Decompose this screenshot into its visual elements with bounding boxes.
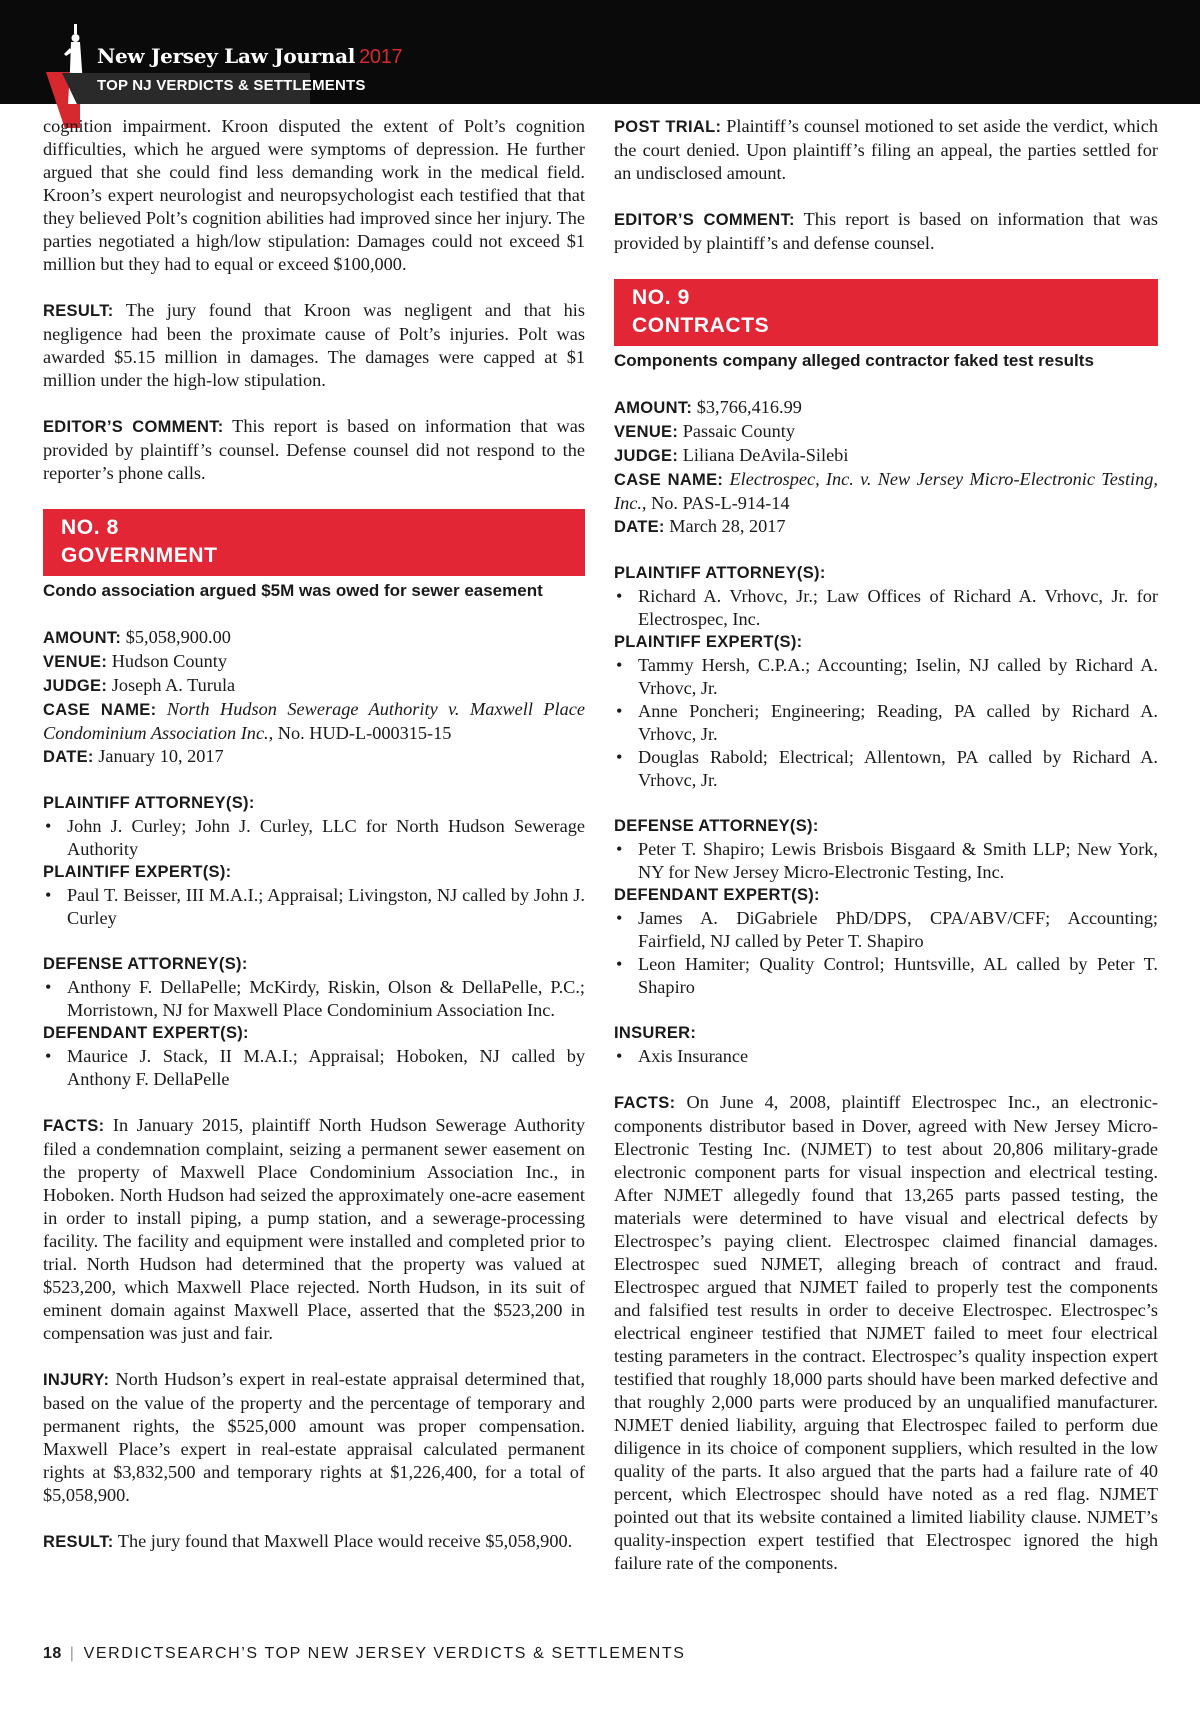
section-header-no9 <box>614 279 1158 346</box>
editor-comment-paragraph <box>43 415 585 485</box>
defense-attorney-list <box>614 838 1158 884</box>
judge-value: Joseph A. Turula <box>111 675 236 695</box>
defense-attorney-list <box>43 976 585 1022</box>
plaintiff-expert-list <box>614 654 1158 792</box>
plaintiff-attorney-label: PLAINTIFF ATTORNEY(S): <box>43 794 255 812</box>
venue-label: VENUE: <box>43 653 108 671</box>
masthead-year: 2017 <box>359 46 403 68</box>
venue-value: Hudson County <box>111 651 228 671</box>
judge-line <box>614 444 1158 468</box>
date-value: January 10, 2017 <box>98 746 224 766</box>
case-name-line <box>43 698 585 745</box>
list-item: • Paul T. Beisser, III M.A.I.; Appraisal; Livingston, NJ called by John J. Curley <box>43 884 585 930</box>
result-paragraph <box>43 1530 585 1554</box>
list-item: • Peter T. Shapiro; Lewis Brisbois Bisgaard & Smith LLP; New York, NY for New Jersey Micro-Electronic Testing, Inc. <box>614 838 1158 884</box>
defendant-expert-label: DEFENDANT EXPERT(S): <box>43 1024 249 1042</box>
section-subhead: Condo association argued $5M was owed for sewer easement <box>43 581 543 600</box>
section-category: CONTRACTS <box>632 314 770 337</box>
date-value: March 28, 2017 <box>669 516 786 536</box>
footer-title: VERDICTSEARCH’S TOP NEW JERSEY VERDICTS & SETTLEMENTS <box>83 1645 686 1662</box>
list-item: • James A. DiGabriele PhD/DPS, CPA/ABV/CFF; Accounting; Fairfield, NJ called by Peter T. Shapiro <box>614 907 1158 953</box>
editor-comment-label: EDITOR’S COMMENT: <box>43 418 224 436</box>
venue-label: VENUE: <box>614 423 679 441</box>
result-label: RESULT: <box>43 302 114 320</box>
facts-paragraph <box>43 1114 585 1345</box>
defendant-expert-list <box>614 907 1158 999</box>
insurer-label: INSURER: <box>614 1024 697 1042</box>
list-item: • Tammy Hersh, C.P.A.; Accounting; Iselin, NJ called by Richard A. Vrhovc, Jr. <box>614 654 1158 700</box>
list-item: • Axis Insurance <box>614 1045 1158 1068</box>
header-subtitle: TOP NJ VERDICTS & SETTLEMENTS <box>97 77 366 94</box>
page-number: 18 <box>43 1645 62 1662</box>
page-footer <box>43 1645 686 1663</box>
post-trial-paragraph <box>614 115 1158 185</box>
date-line <box>43 745 585 769</box>
plaintiff-expert-label: PLAINTIFF EXPERT(S): <box>43 863 232 881</box>
case-name-title: North Hudson Sewerage Authority v. Maxwell Place Condominium Association Inc. <box>43 699 585 743</box>
judge-label: JUDGE: <box>614 447 679 465</box>
post-trial-text: Plaintiff’s counsel motioned to set aside the verdict, which the court denied. Upon plaintiff’s filing an appeal, the parties settled for an undisclosed amount. <box>614 116 1158 183</box>
injury-label: INJURY: <box>43 1371 110 1389</box>
facts-label: FACTS: <box>43 1117 105 1135</box>
case-name-title: Electrospec, Inc. v. New Jersey Micro-Electronic Testing, Inc. <box>614 469 1158 513</box>
list-item: • John J. Curley; John J. Curley, LLC for North Hudson Sewerage Authority <box>43 815 585 861</box>
judge-label: JUDGE: <box>43 677 108 695</box>
section-number: NO. 9 <box>632 286 690 309</box>
plaintiff-expert-list <box>43 884 585 930</box>
result-text: The jury found that Maxwell Place would receive $5,058,900. <box>117 1531 573 1551</box>
post-trial-label: POST TRIAL: <box>614 118 722 136</box>
left-column <box>43 115 585 1554</box>
list-item: • Maurice J. Stack, II M.A.I.; Appraisal; Hoboken, NJ called by Anthony F. DellaPelle <box>43 1045 585 1091</box>
amount-line <box>43 626 585 650</box>
judge-value: Liliana DeAvila-Silebi <box>682 445 849 465</box>
right-column <box>614 115 1158 1575</box>
facts-text: In January 2015, plaintiff North Hudson Sewerage Authority filed a condemnation complaint, seizing a permanent sewer easement on the property of Maxwell Place Condominium Association Inc., in Hoboken. North Hudson had seized the approximately one-acre easement in order to install piping, a pump station, and a sewerage-processing facility. The facility and equipment were installed and completed prior to trial. North Hudson had determined that the property was valued at $523,200, which Maxwell Place rejected. North Hudson, in its suit of eminent domain against Maxwell Place, asserted that the $523,200 in compensation was just and fair. <box>43 1115 585 1343</box>
masthead <box>97 44 402 69</box>
section-category: GOVERNMENT <box>61 544 218 567</box>
list-item: • Anne Poncheri; Engineering; Reading, PA called by Richard A. Vrhovc, Jr. <box>614 700 1158 746</box>
list-item: • Douglas Rabold; Electrical; Allentown, PA called by Richard A. Vrhovc, Jr. <box>614 746 1158 792</box>
plaintiff-attorney-label: PLAINTIFF ATTORNEY(S): <box>614 564 826 582</box>
amount-line <box>614 396 1158 420</box>
date-label: DATE: <box>614 518 665 536</box>
amount-label: AMOUNT: <box>614 399 693 417</box>
intro-paragraph: cognition impairment. Kroon disputed the extent of Polt’s cognition difficulties, which he argued were symptoms of depression. He further argued that she could find less demanding work in the medical field. Kroon’s expert neurologist and neuropsychologist each testified that that they believed Polt’s cognition abilities had improved since her injury. The parties negotiated a high/low stipulation: Damages could not exceed $1 million but they had to equal or exceed $100,000. <box>43 116 585 274</box>
venue-line <box>43 650 585 674</box>
section-header-no8 <box>43 509 585 576</box>
editor-comment-text: This report is based on information that was provided by plaintiff’s counsel. Defense counsel did not respond to the reporter’s phone calls. <box>43 416 585 483</box>
plaintiff-attorney-list <box>614 585 1158 631</box>
defense-attorney-label: DEFENSE ATTORNEY(S): <box>614 817 819 835</box>
editor-comment-label: EDITOR’S COMMENT: <box>614 211 795 229</box>
page-header <box>0 0 1200 104</box>
case-name-label: CASE NAME: <box>43 701 157 719</box>
facts-text: On June 4, 2008, plaintiff Electrospec Inc., an electronic-components distributor based in Dover, agreed with New Jersey Micro-Electronic Testing Inc. (NJMET) to test about 20,806 military-grade electronic component parts for visual inspection and electrical testing. After NJMET allegedly found that 13,265 parts passed testing, the materials were determined to have visual and electrical defects by Electrospec’s paying client. Electrospec claimed financial damages. Electrospec sued NJMET, alleging breach of contract and fraud. Electrospec argued that NJMET failed to properly test the components and falsified test results in order to deceive Electrospec. Electrospec’s electrical engineer testified that NJMET failed to meet four electrical testing parameters in the contract. Electrospec’s quality inspection expert testified that roughly 18,000 parts should have been marked defective and that roughly 2,000 parts were produced by an unqualified manufacturer. NJMET denied liability, arguing that Electrospec failed to perform due diligence in its choice of component suppliers, which resulted in the low quality of the parts. It also argued that the parts had a failure rate of 40 percent, which Electrospec should have noted as a red flag. NJMET pointed out that its website contained a limited liability clause. NJMET’s quality-inspection expert testified that Electrospec ignored the high failure rate of the components. <box>614 1092 1158 1573</box>
list-item: • Richard A. Vrhovc, Jr.; Law Offices of Richard A. Vrhovc, Jr. for Electrospec, Inc. <box>614 585 1158 631</box>
injury-paragraph <box>43 1368 585 1507</box>
venue-value: Passaic County <box>682 421 795 441</box>
date-line <box>614 515 1158 539</box>
insurer-list <box>614 1045 1158 1068</box>
plaintiff-expert-label: PLAINTIFF EXPERT(S): <box>614 633 803 651</box>
amount-label: AMOUNT: <box>43 629 122 647</box>
footer-separator: | <box>69 1645 76 1662</box>
facts-label: FACTS: <box>614 1094 676 1112</box>
editor-comment-text: This report is based on information that was provided by plaintiff’s and defense counsel. <box>614 209 1158 253</box>
defendant-expert-label: DEFENDANT EXPERT(S): <box>614 886 820 904</box>
editor-comment-paragraph <box>614 208 1158 255</box>
amount-value: $3,766,416.99 <box>696 397 802 417</box>
list-item: • Anthony F. DellaPelle; McKirdy, Riskin, Olson & DellaPelle, P.C.; Morristown, NJ for Maxwell Place Condominium Association Inc. <box>43 976 585 1022</box>
section-subhead: Components company alleged contractor faked test results <box>614 351 1094 370</box>
case-name-line <box>614 468 1158 515</box>
list-item: • Leon Hamiter; Quality Control; Huntsville, AL called by Peter T. Shapiro <box>614 953 1158 999</box>
plaintiff-attorney-list <box>43 815 585 861</box>
section-number: NO. 8 <box>61 516 119 539</box>
result-paragraph <box>43 299 585 392</box>
case-number: , No. HUD-L-000315-15 <box>268 723 452 743</box>
result-text: The jury found that Kroon was negligent and that his negligence had been the proximate cause of Polt’s injuries. Polt was awarded $5.15 million in damages. The damages were capped at $1 million under the high-low stipulation. <box>43 300 585 390</box>
case-name-label: CASE NAME: <box>614 471 724 489</box>
defense-attorney-label: DEFENSE ATTORNEY(S): <box>43 955 248 973</box>
judge-line <box>43 674 585 698</box>
case-number: , No. PAS-L-914-14 <box>641 493 790 513</box>
facts-paragraph <box>614 1091 1158 1575</box>
venue-line <box>614 420 1158 444</box>
amount-value: $5,058,900.00 <box>125 627 231 647</box>
masthead-title: New Jersey Law Journal <box>97 44 356 68</box>
result-label: RESULT: <box>43 1533 114 1551</box>
date-label: DATE: <box>43 748 94 766</box>
defendant-expert-list <box>43 1045 585 1091</box>
injury-text: North Hudson’s expert in real-estate appraisal determined that, based on the value of the property and the percentage of temporary and permanent rights, the $525,000 amount was proper compensation. Maxwell Place’s expert in real-estate appraisal calculated permanent rights at $3,832,500 and temporary rights at $1,226,400, for a total of $5,058,900. <box>43 1369 586 1505</box>
